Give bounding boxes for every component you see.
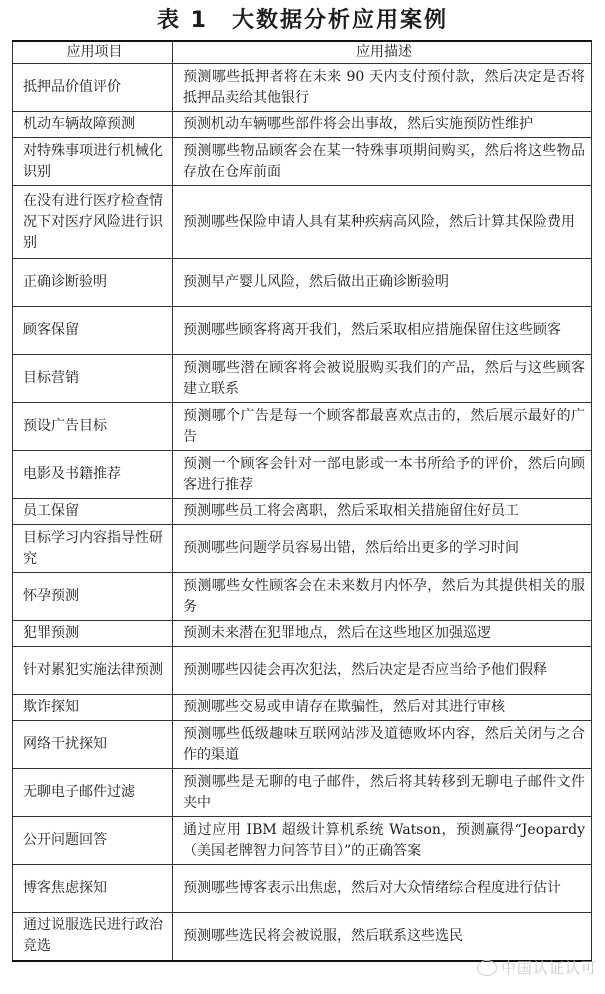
table-title	[0, 6, 605, 36]
table-row	[13, 403, 592, 451]
row-description: 预测哪些潜在顾客将会被说服购买我们的产品，然后与这些顾客建立联系	[173, 355, 592, 403]
row-item: 针对累犯实施法律预测	[13, 647, 173, 695]
row-item: 正确诊断验明	[13, 259, 173, 307]
row-item: 对特殊事项进行机械化识别	[13, 138, 173, 186]
row-item: 博客焦虑探知	[13, 865, 173, 913]
row-item: 目标学习内容指导性研究	[13, 525, 173, 573]
row-item: 欺诈探知	[13, 695, 173, 721]
wechat-icon	[477, 960, 497, 976]
table-row	[13, 499, 592, 525]
row-item: 电影及书籍推荐	[13, 451, 173, 499]
row-item: 顾客保留	[13, 307, 173, 355]
row-description: 预测哪些物品顾客会在某一特殊事项期间购买，然后将这些物品存放在仓库前面	[173, 138, 592, 186]
table-row	[13, 621, 592, 647]
row-description: 预测哪些顾客将离开我们，然后采取相应措施保留住这些顾客	[173, 307, 592, 355]
row-item: 网络干扰探知	[13, 721, 173, 769]
header-description: 应用描述	[173, 41, 592, 64]
application-cases-table	[12, 40, 592, 962]
row-item: 目标营销	[13, 355, 173, 403]
row-description: 预测哪些女性顾客会在未来数月内怀孕，然后为其提供相关的服务	[173, 573, 592, 621]
table-row	[13, 525, 592, 573]
table-row	[13, 112, 592, 138]
table-title-text: 大数据分析应用案例	[231, 8, 448, 33]
watermark	[477, 957, 597, 978]
table-row	[13, 259, 592, 307]
row-item: 犯罪预测	[13, 621, 173, 647]
row-item: 在没有进行医疗检查情况下对医疗风险进行识别	[13, 186, 173, 259]
table-row	[13, 573, 592, 621]
row-description: 通过应用 IBM 超级计算机系统 Watson，预测赢得“Jeopardy（美国老牌智力问答节目）”的正确答案	[173, 817, 592, 865]
header-item: 应用项目	[13, 41, 173, 64]
row-item: 怀孕预测	[13, 573, 173, 621]
row-description: 预测哪些选民将会被说服，然后联系这些选民	[173, 913, 592, 961]
table-row	[13, 817, 592, 865]
table-row	[13, 355, 592, 403]
table-row	[13, 64, 592, 112]
row-item: 预设广告目标	[13, 403, 173, 451]
row-item: 抵押品价值评价	[13, 64, 173, 112]
row-description: 预测未来潜在犯罪地点，然后在这些地区加强巡逻	[173, 621, 592, 647]
table-row	[13, 186, 592, 259]
row-description: 预测哪个广告是每一个顾客都最喜欢点击的，然后展示最好的广告	[173, 403, 592, 451]
table-row	[13, 307, 592, 355]
row-description: 预测哪些保险申请人具有某种疾病高风险，然后计算其保险费用	[173, 186, 592, 259]
table-row	[13, 865, 592, 913]
table-row	[13, 913, 592, 961]
row-item: 无聊电子邮件过滤	[13, 769, 173, 817]
row-item: 通过说服选民进行政治竞选	[13, 913, 173, 961]
watermark-text: 中国认证认可	[500, 959, 597, 977]
table-row	[13, 695, 592, 721]
row-description: 预测哪些低级趣味互联网站涉及道德败坏内容，然后关闭与之合作的渠道	[173, 721, 592, 769]
row-description: 预测哪些抵押者将在未来 90 天内支付预付款，然后决定是否将抵押品卖给其他银行	[173, 64, 592, 112]
table-row	[13, 721, 592, 769]
row-description: 预测哪些交易或申请存在欺骗性，然后对其进行审核	[173, 695, 592, 721]
row-description: 预测哪些是无聊的电子邮件，然后将其转移到无聊电子邮件文件夹中	[173, 769, 592, 817]
row-description: 预测一个顾客会针对一部电影或一本书所给予的评价，然后向顾客进行推荐	[173, 451, 592, 499]
row-description: 预测机动车辆哪些部件将会出事故，然后实施预防性维护	[173, 112, 592, 138]
table-row	[13, 647, 592, 695]
table-row	[13, 451, 592, 499]
row-description: 预测早产婴儿风险，然后做出正确诊断验明	[173, 259, 592, 307]
row-item: 公开问题回答	[13, 817, 173, 865]
row-description: 预测哪些囚徒会再次犯法，然后决定是否应当给予他们假释	[173, 647, 592, 695]
row-item: 机动车辆故障预测	[13, 112, 173, 138]
table-header-row	[13, 41, 592, 64]
row-item: 员工保留	[13, 499, 173, 525]
row-description: 预测哪些员工将会离职，然后采取相关措施留住好员工	[173, 499, 592, 525]
table-number: 表 1	[157, 8, 208, 33]
table-row	[13, 138, 592, 186]
table-row	[13, 769, 592, 817]
row-description: 预测哪些博客表示出焦虑，然后对大众情绪综合程度进行估计	[173, 865, 592, 913]
row-description: 预测哪些问题学员容易出错，然后给出更多的学习时间	[173, 525, 592, 573]
